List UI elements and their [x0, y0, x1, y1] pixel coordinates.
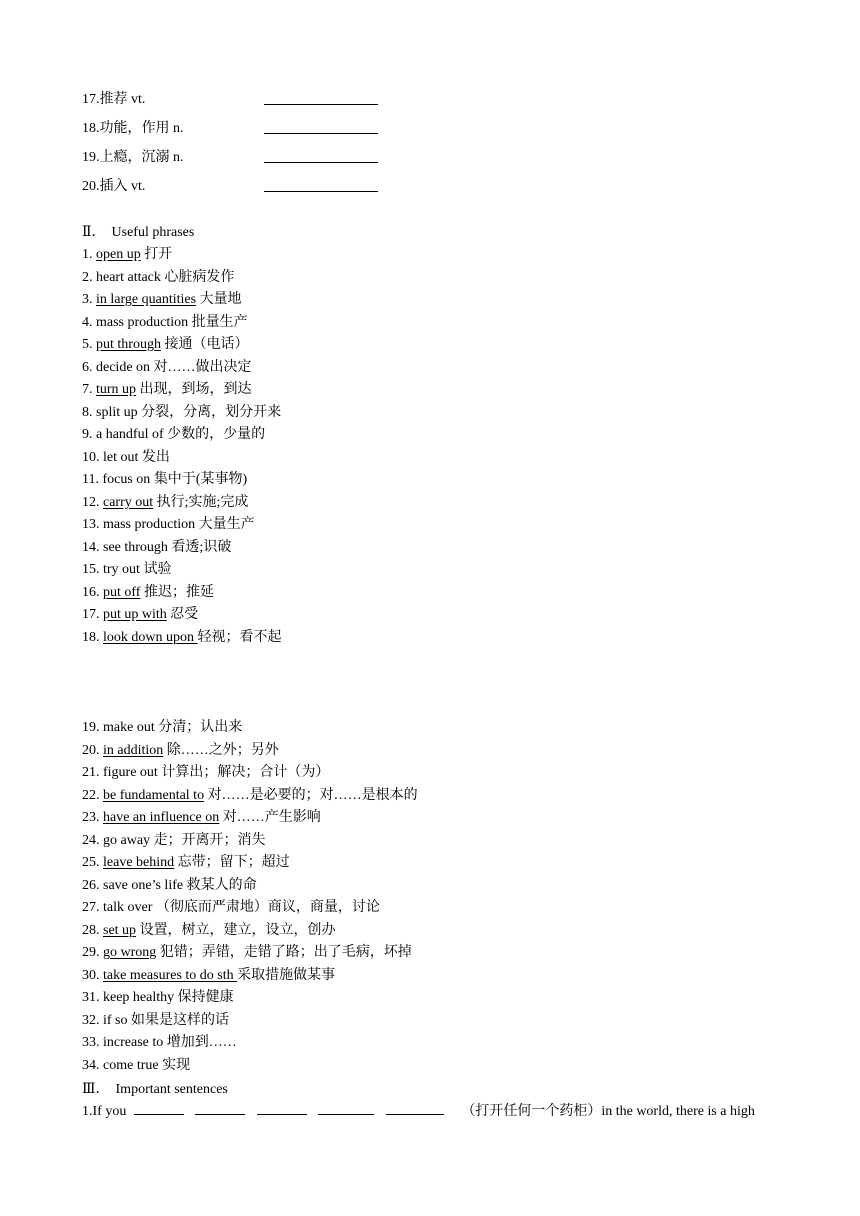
phrase-number: 30.	[82, 967, 100, 983]
phrase-number: 15.	[82, 562, 100, 577]
phrase-number: 32.	[82, 1012, 100, 1028]
phrase-chinese: 保持健康	[177, 990, 234, 1005]
phrase-number: 1.	[82, 247, 93, 262]
phrase-number: 25.	[82, 855, 100, 870]
phrase-number: 29.	[82, 945, 100, 960]
phrase-english: take measures to do sth	[103, 967, 238, 983]
phrase-chinese: 如果是这样的话	[131, 1012, 229, 1028]
vocab-term: 19.上瘾，沉溺 n.	[82, 150, 184, 165]
phrase-english: go wrong	[103, 945, 157, 960]
phrase-number: 14.	[82, 539, 100, 555]
phrase-chinese: 分清；认出来	[158, 720, 243, 735]
phrase-chinese: 走；开离开；消失	[153, 832, 266, 848]
vocab-item-19	[82, 148, 782, 168]
phrase-item	[82, 244, 802, 267]
phrase-number: 12.	[82, 494, 100, 510]
sentence-tail: in the world, there is a high	[601, 1104, 755, 1119]
phrase-item	[82, 514, 802, 537]
phrase-number: 18.	[82, 629, 100, 645]
phrase-number: 11.	[82, 472, 99, 487]
phrase-english: split up	[96, 404, 138, 420]
phrase-number: 7.	[82, 382, 93, 397]
answer-blank[interactable]	[264, 133, 378, 134]
phrase-number: 19.	[82, 720, 100, 735]
phrase-chinese: 批量生产	[191, 314, 248, 330]
answer-blank[interactable]	[386, 1114, 444, 1115]
phrase-english: see through	[103, 539, 168, 555]
phrase-chinese: 试验	[143, 562, 172, 577]
answer-blank[interactable]	[318, 1114, 374, 1115]
phrase-item	[82, 830, 802, 853]
phrase-item	[82, 942, 802, 965]
phrase-item	[82, 402, 802, 425]
vocab-term: 20.插入 vt.	[82, 179, 146, 194]
phrase-item	[82, 965, 802, 988]
section-heading-phrases	[82, 223, 194, 243]
phrase-chinese: 大量地	[199, 292, 242, 307]
phrase-item	[82, 582, 802, 605]
phrase-item	[82, 447, 802, 470]
phrase-english: increase to	[103, 1035, 164, 1050]
phrase-item	[82, 920, 802, 943]
phrase-item	[82, 537, 802, 560]
phrase-number: 10.	[82, 449, 100, 465]
phrase-chinese: 犯错；弄错，走错了路；出了毛病，坏掉	[159, 945, 412, 960]
phrase-chinese: 分裂，分离，划分开来	[141, 404, 282, 420]
phrase-list-part2	[82, 717, 802, 1077]
phrase-chinese: 除……之外；另外	[166, 742, 279, 758]
phrase-chinese: 忍受	[170, 607, 199, 622]
phrase-english: a handful of	[96, 427, 164, 442]
phrase-english: focus on	[102, 472, 151, 487]
phrase-english: if so	[103, 1012, 128, 1028]
phrase-english: mass production	[96, 314, 189, 330]
phrase-item	[82, 762, 802, 785]
phrase-english: figure out	[103, 765, 158, 780]
phrase-number: 27.	[82, 900, 100, 915]
phrase-item	[82, 379, 802, 402]
phrase-chinese: 大量生产	[198, 517, 255, 532]
phrase-item	[82, 897, 802, 920]
phrase-english: decide on	[96, 359, 151, 375]
phrase-chinese: 计算出；解决；合计（为）	[161, 765, 330, 780]
phrase-english: let out	[103, 449, 139, 465]
phrase-english: carry out	[103, 494, 154, 510]
sentence-item-1	[82, 1102, 802, 1122]
phrase-chinese: 实现	[162, 1057, 191, 1073]
phrase-chinese: 增加到……	[166, 1035, 237, 1050]
phrase-item	[82, 627, 802, 650]
phrase-english: put up with	[103, 607, 167, 622]
phrase-number: 3.	[82, 292, 93, 307]
phrase-english: come true	[103, 1057, 159, 1073]
phrase-english: open up	[96, 247, 141, 262]
phrase-item	[82, 987, 802, 1010]
phrase-number: 9.	[82, 427, 93, 442]
phrase-chinese: 设置，树立，建立，设立，创办	[139, 922, 336, 938]
answer-blank[interactable]	[195, 1114, 245, 1115]
phrase-number: 28.	[82, 922, 100, 938]
phrase-english: keep healthy	[103, 990, 175, 1005]
phrase-english: make out	[103, 720, 155, 735]
phrase-chinese: 打开	[144, 247, 173, 262]
answer-blank[interactable]	[264, 191, 378, 192]
phrase-english: have an influence on	[103, 810, 220, 825]
phrase-number: 17.	[82, 607, 100, 622]
phrase-number: 21.	[82, 765, 100, 780]
phrase-item	[82, 289, 802, 312]
phrase-chinese: 采取措施做某事	[237, 967, 336, 983]
phrase-english: in addition	[103, 742, 164, 758]
phrase-item	[82, 1032, 802, 1055]
phrase-english: put through	[96, 337, 161, 352]
phrase-chinese: 集中于(某事物)	[153, 472, 248, 487]
phrase-item	[82, 1055, 802, 1078]
phrase-chinese: 接通（电话）	[164, 337, 249, 352]
phrase-english: try out	[103, 562, 140, 577]
sentence-lead: 1.If you	[82, 1104, 127, 1119]
vocab-item-17	[82, 90, 782, 110]
answer-blank[interactable]	[264, 104, 378, 105]
phrase-number: 31.	[82, 990, 100, 1005]
phrase-item	[82, 717, 802, 740]
phrase-chinese: （彻底而严肃地）商议，商量，讨论	[155, 900, 380, 915]
phrase-english: save one’s life	[103, 877, 184, 893]
phrase-item	[82, 807, 802, 830]
phrase-english: heart attack	[96, 269, 161, 285]
phrase-chinese: 救某人的命	[186, 877, 257, 893]
section-title: Important sentences	[115, 1082, 228, 1097]
vocab-term: 17.推荐 vt.	[82, 92, 146, 107]
phrase-number: 33.	[82, 1035, 100, 1050]
phrase-number: 2.	[82, 269, 93, 285]
section-number: Ⅲ．	[82, 1082, 110, 1097]
phrase-chinese: 忘带；留下；超过	[177, 855, 290, 870]
phrase-english: talk over	[103, 900, 153, 915]
phrase-item	[82, 469, 802, 492]
phrase-item	[82, 312, 802, 335]
phrase-item	[82, 604, 802, 627]
phrase-item	[82, 785, 802, 808]
phrase-number: 22.	[82, 787, 100, 803]
phrase-english: go away	[103, 832, 151, 848]
phrase-chinese: 对……是必要的；对……是根本的	[207, 787, 418, 803]
phrase-chinese: 轻视；看不起	[197, 629, 282, 645]
phrase-number: 6.	[82, 359, 93, 375]
phrase-item	[82, 740, 802, 763]
phrase-number: 26.	[82, 877, 100, 893]
phrase-item	[82, 875, 802, 898]
phrase-chinese: 出现，到场，到达	[139, 382, 252, 397]
phrase-item	[82, 852, 802, 875]
phrase-number: 34.	[82, 1057, 100, 1073]
phrase-chinese: 心脏病发作	[164, 269, 235, 285]
phrase-item	[82, 267, 802, 290]
vocab-term: 18.功能，作用 n.	[82, 121, 184, 136]
phrase-english: put off	[103, 584, 141, 600]
phrase-chinese: 对……产生影响	[222, 810, 321, 825]
phrase-number: 4.	[82, 314, 93, 330]
phrase-number: 5.	[82, 337, 93, 352]
sentence-hint: （打开任何一个药柜）	[461, 1104, 602, 1119]
phrase-number: 24.	[82, 832, 100, 848]
phrase-english: mass production	[103, 517, 196, 532]
answer-blank[interactable]	[134, 1114, 184, 1115]
phrase-item	[82, 334, 802, 357]
phrase-english: in large quantities	[96, 292, 197, 307]
phrase-english: be fundamental to	[103, 787, 205, 803]
phrase-chinese: 看透;识破	[171, 539, 232, 555]
phrase-chinese: 少数的，少量的	[167, 427, 266, 442]
phrase-number: 16.	[82, 584, 100, 600]
answer-blank[interactable]	[264, 162, 378, 163]
phrase-chinese: 对……做出决定	[153, 359, 252, 375]
phrase-english: look down upon	[103, 629, 198, 645]
phrase-item	[82, 492, 802, 515]
section-number: Ⅱ．	[82, 225, 106, 240]
phrase-chinese: 推迟；推延	[143, 584, 214, 600]
phrase-number: 23.	[82, 810, 100, 825]
vocab-item-18	[82, 119, 782, 139]
phrase-item	[82, 1010, 802, 1033]
phrase-item	[82, 559, 802, 582]
phrase-chinese: 执行;实施;完成	[156, 494, 249, 510]
section-title: Useful phrases	[111, 225, 195, 240]
phrase-list-part1	[82, 244, 802, 649]
answer-blank[interactable]	[257, 1114, 307, 1115]
phrase-item	[82, 424, 802, 447]
phrase-english: leave behind	[103, 855, 175, 870]
section-heading-sentences	[82, 1080, 228, 1100]
phrase-item	[82, 357, 802, 380]
phrase-number: 20.	[82, 742, 100, 758]
phrase-chinese: 发出	[141, 449, 170, 465]
phrase-english: set up	[103, 922, 137, 938]
phrase-number: 8.	[82, 404, 93, 420]
phrase-number: 13.	[82, 517, 100, 532]
vocab-item-20	[82, 177, 782, 197]
phrase-english: turn up	[96, 382, 137, 397]
